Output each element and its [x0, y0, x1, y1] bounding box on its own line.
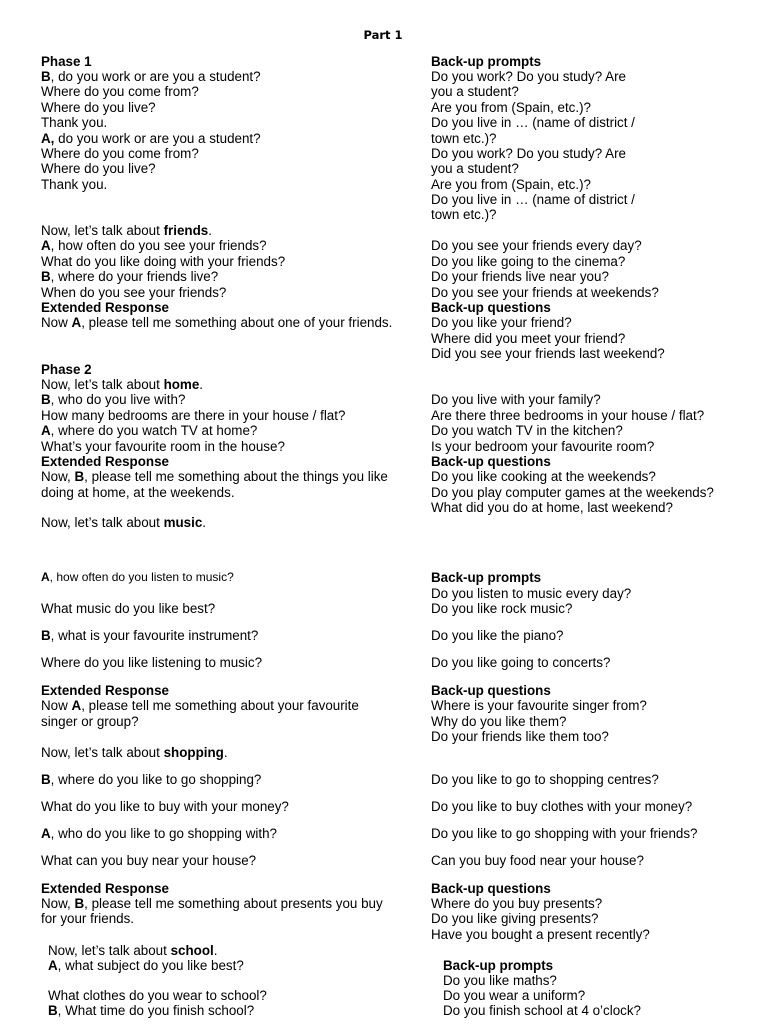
- topic-word: home: [163, 377, 200, 392]
- prompt-line: Do you work? Do you study? Are: [431, 146, 627, 161]
- prompt-line: Do you like to go shopping with your friends?: [431, 826, 698, 841]
- topic-intro: [41, 515, 206, 530]
- question-line: Where do you live?: [41, 161, 156, 176]
- topic-intro-text: Now, let’s talk about: [41, 745, 164, 760]
- heading-text: Extended Response: [41, 683, 169, 698]
- topic-word: music: [163, 515, 203, 530]
- prompt-line: Is your bedroom your favourite room?: [431, 439, 655, 454]
- candidate-label: A,: [41, 131, 55, 146]
- heading-text: Extended Response: [41, 881, 169, 896]
- question-line: singer or group?: [41, 714, 139, 729]
- topic-intro: [41, 377, 203, 392]
- question-line: [48, 1003, 254, 1018]
- question-line: [41, 772, 261, 787]
- prompt-line: town etc.)?: [431, 131, 497, 146]
- question-line: What can you buy near your house?: [41, 853, 257, 868]
- question-line: What music do you like best?: [41, 601, 216, 616]
- prompt-line: Do you like going to the cinema?: [431, 254, 626, 269]
- prompt-line: Do you see your friends at weekends?: [431, 285, 659, 300]
- prompt-line: Where did you meet your friend?: [431, 331, 626, 346]
- backup-questions-heading: [431, 300, 551, 315]
- prompt-line: Do you finish school at 4 o’clock?: [443, 1003, 641, 1018]
- question-line: [48, 958, 244, 973]
- topic-intro-text: Now, let’s talk about: [48, 943, 171, 958]
- heading-text: Back-up questions: [431, 454, 551, 469]
- backup-prompts-heading: [443, 958, 553, 973]
- prompt-line: town etc.)?: [431, 207, 497, 222]
- question-line: Thank you.: [41, 115, 108, 130]
- extended-response-heading: [41, 683, 169, 698]
- question-text: , What time do you finish school?: [57, 1003, 255, 1018]
- candidate-label: A: [71, 698, 82, 713]
- prompt-line: Why do you like them?: [431, 714, 567, 729]
- candidate-label: B: [41, 69, 51, 84]
- candidate-label: A: [48, 958, 58, 973]
- backup-questions-heading: [431, 881, 551, 896]
- candidate-label: A: [41, 238, 51, 253]
- topic-word: friends: [163, 223, 209, 238]
- question-line: [41, 570, 234, 585]
- candidate-label: B: [41, 772, 51, 787]
- prompt-line: What did you do at home, last weekend?: [431, 500, 673, 515]
- prompt-line: Do your friends like them too?: [431, 729, 609, 744]
- prompt-line: Do you like the piano?: [431, 628, 564, 643]
- phase-label: Phase 2: [41, 362, 92, 377]
- prompt-line: you a student?: [431, 161, 519, 176]
- heading-text: Extended Response: [41, 300, 169, 315]
- prompt-line: Do you live in … (name of district /: [431, 115, 635, 130]
- prompt-line: Are you from (Spain, etc.)?: [431, 100, 592, 115]
- backup-questions-heading: [431, 683, 551, 698]
- question-line: [41, 826, 277, 841]
- question-text: , please tell me something about your favourite: [81, 698, 359, 713]
- prompt-line: Where do you buy presents?: [431, 896, 603, 911]
- question-text: , please tell me something about presents you buy: [84, 896, 383, 911]
- topic-intro-end: .: [199, 377, 204, 392]
- question-line: Where do you come from?: [41, 146, 199, 161]
- extended-response-heading: [41, 881, 169, 896]
- extended-response-heading: [41, 300, 169, 315]
- prompt-line: Do you live with your family?: [431, 392, 601, 407]
- question-line: How many bedrooms are there in your house / flat?: [41, 408, 346, 423]
- question-text: Now,: [41, 469, 75, 484]
- topic-intro-text: Now, let’s talk about: [41, 223, 164, 238]
- prompt-line: Did you see your friends last weekend?: [431, 346, 665, 361]
- heading-text: Back-up prompts: [431, 570, 542, 585]
- topic-word: shopping: [163, 745, 224, 760]
- question-line: Where do you live?: [41, 100, 156, 115]
- phase-label: Phase 1: [41, 54, 92, 69]
- prompt-line: Do you like going to concerts?: [431, 655, 611, 670]
- topic-intro: [41, 223, 212, 238]
- question-line: What’s your favourite room in the house?: [41, 439, 285, 454]
- question-text: , please tell me something about the things you like: [84, 469, 388, 484]
- question-text: Now: [41, 698, 72, 713]
- prompt-line: Do you like to go to shopping centres?: [431, 772, 659, 787]
- heading-text: Back-up questions: [431, 683, 551, 698]
- prompt-line: Do you like cooking at the weekends?: [431, 469, 656, 484]
- question-line: [41, 423, 257, 438]
- backup-prompts-heading: [431, 570, 541, 585]
- question-line: [41, 469, 388, 484]
- backup-questions-heading: [431, 454, 551, 469]
- candidate-label: B: [41, 269, 51, 284]
- question-line: [41, 392, 185, 407]
- candidate-label: B: [74, 896, 85, 911]
- topic-intro-end: .: [213, 943, 218, 958]
- prompt-line: Are there three bedrooms in your house / flat?: [431, 408, 705, 423]
- topic-intro-text: Now, let’s talk about: [41, 377, 164, 392]
- prompt-line: you a student?: [431, 84, 519, 99]
- question-line: [41, 69, 261, 84]
- prompt-line: Where is your favourite singer from?: [431, 698, 647, 713]
- topic-intro: [41, 745, 228, 760]
- prompt-line: Do you like your friend?: [431, 315, 572, 330]
- question-text: do you work or are you a student?: [54, 131, 261, 146]
- prompt-line: Do you see your friends every day?: [431, 238, 642, 253]
- question-text: Now,: [41, 896, 75, 911]
- topic-intro-end: .: [223, 745, 228, 760]
- phase-2-heading: [41, 362, 92, 377]
- prompt-line: Do you wear a uniform?: [443, 988, 586, 1003]
- question-text: , how often do you see your friends?: [50, 238, 267, 253]
- heading-text: Back-up questions: [431, 881, 551, 896]
- prompt-line: Have you bought a present recently?: [431, 927, 650, 942]
- candidate-label: A: [41, 570, 50, 584]
- candidate-label: B: [74, 469, 85, 484]
- question-line: [41, 131, 261, 146]
- prompt-line: Do you play computer games at the weekends?: [431, 485, 714, 500]
- question-line: When do you see your friends?: [41, 285, 227, 300]
- question-line: [41, 628, 258, 643]
- topic-intro-text: Now, let’s talk about: [41, 515, 164, 530]
- question-line: What clothes do you wear to school?: [48, 988, 267, 1003]
- prompt-line: Do you like rock music?: [431, 601, 573, 616]
- phase-1-heading: [41, 54, 92, 69]
- candidate-label: B: [41, 628, 51, 643]
- prompt-line: Do you like to buy clothes with your money?: [431, 799, 693, 814]
- heading-text: Extended Response: [41, 454, 169, 469]
- prompt-line: Do you like giving presents?: [431, 911, 599, 926]
- prompt-line: Do you like maths?: [443, 973, 557, 988]
- question-line: [41, 238, 267, 253]
- question-line: [41, 269, 218, 284]
- question-line: What do you like to buy with your money?: [41, 799, 289, 814]
- topic-intro-end: .: [208, 223, 212, 238]
- question-text: , where do your friends live?: [50, 269, 219, 284]
- question-text: , do you work or are you a student?: [50, 69, 261, 84]
- question-line: Thank you.: [41, 177, 108, 192]
- question-text: , what is your favourite instrument?: [50, 628, 259, 643]
- question-line: What do you like doing with your friends?: [41, 254, 286, 269]
- question-line: for your friends.: [41, 911, 135, 926]
- page-title: Part 1: [363, 28, 403, 42]
- question-line: Where do you like listening to music?: [41, 655, 263, 670]
- question-text: , who do you like to go shopping with?: [50, 826, 277, 841]
- heading-text: Back-up prompts: [431, 54, 542, 69]
- question-line: [41, 896, 383, 911]
- question-line: [41, 698, 359, 713]
- prompt-line: Do you watch TV in the kitchen?: [431, 423, 623, 438]
- prompt-line: Do your friends live near you?: [431, 269, 609, 284]
- question-text: , what subject do you like best?: [57, 958, 244, 973]
- heading-text: Back-up prompts: [443, 958, 554, 973]
- question-text: , how often do you listen to music?: [49, 570, 234, 584]
- candidate-label: B: [41, 392, 51, 407]
- question-line: [41, 315, 392, 330]
- question-text: Now: [41, 315, 72, 330]
- candidate-label: A: [41, 826, 51, 841]
- prompt-line: Can you buy food near your house?: [431, 853, 644, 868]
- prompt-line: Are you from (Spain, etc.)?: [431, 177, 592, 192]
- question-text: , who do you live with?: [50, 392, 186, 407]
- candidate-label: B: [48, 1003, 58, 1018]
- topic-word: school: [170, 943, 214, 958]
- question-text: , please tell me something about one of your friends.: [81, 315, 393, 330]
- backup-prompts-heading: [431, 54, 541, 69]
- prompt-line: Do you work? Do you study? Are: [431, 69, 627, 84]
- question-line: Where do you come from?: [41, 84, 199, 99]
- candidate-label: A: [71, 315, 82, 330]
- extended-response-heading: [41, 454, 169, 469]
- prompt-line: Do you live in … (name of district /: [431, 192, 635, 207]
- question-text: , where do you watch TV at home?: [50, 423, 258, 438]
- candidate-label: A: [41, 423, 51, 438]
- prompt-line: Do you listen to music every day?: [431, 586, 632, 601]
- topic-intro-end: .: [202, 515, 207, 530]
- question-line: doing at home, at the weekends.: [41, 485, 235, 500]
- topic-intro: [48, 943, 217, 958]
- question-text: , where do you like to go shopping?: [50, 772, 262, 787]
- heading-text: Back-up questions: [431, 300, 551, 315]
